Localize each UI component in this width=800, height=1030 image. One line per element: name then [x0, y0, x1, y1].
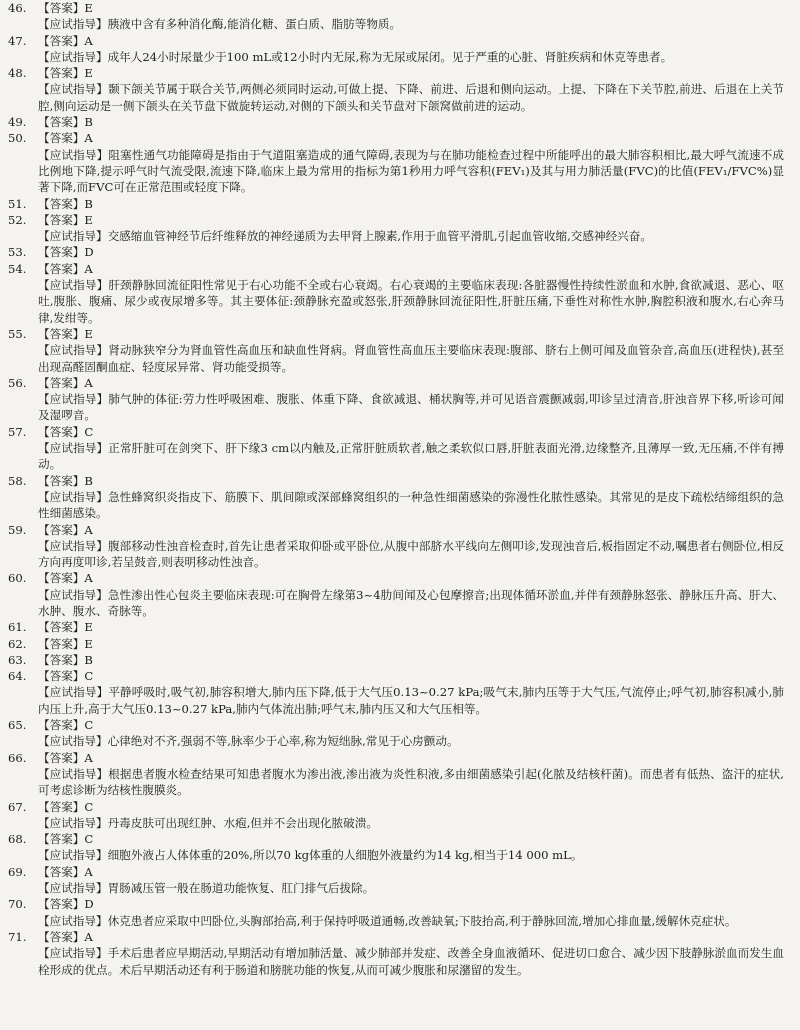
guide-label: 【应试指导】 — [38, 734, 108, 749]
answer-label: 【答案】 — [38, 864, 85, 879]
guide-label: 【应试指导】 — [38, 685, 109, 700]
guide-label: 【应试指导】 — [38, 392, 109, 407]
answer-item — [8, 375, 784, 424]
question-number: 70. — [8, 897, 27, 912]
answer-value: A — [84, 571, 93, 586]
answer-item — [8, 196, 784, 212]
answer-label: 【答案】 — [38, 66, 85, 81]
answer-value: E — [84, 212, 93, 227]
answer-label: 【答案】 — [38, 1, 85, 15]
answer-label: 【答案】 — [38, 636, 85, 651]
answer-label: 【答案】 — [38, 33, 85, 48]
guide-text: 成年人24小时尿量少于100 mL或12小时内无尿,称为无尿或尿闭。见于严重的心脏、肾脏疾病和休克等患者。 — [107, 49, 673, 64]
guide-text: 细胞外液占人体体重的20%,所以70 kg体重的人细胞外液量约为14 kg,相当于14 000 mL。 — [107, 848, 583, 863]
answer-item — [8, 929, 784, 978]
guide-label: 【应试指导】 — [38, 229, 108, 244]
guide-paragraph — [8, 228, 784, 244]
answer-line — [8, 929, 784, 945]
answer-label: 【答案】 — [38, 245, 85, 260]
answer-label: 【答案】 — [38, 131, 85, 146]
answer-item — [8, 717, 784, 750]
question-number: 57. — [8, 424, 27, 439]
guide-paragraph — [8, 538, 784, 571]
answer-line — [8, 65, 784, 81]
question-number: 62. — [8, 636, 27, 651]
answer-line — [8, 424, 784, 440]
answer-item — [8, 33, 784, 66]
guide-paragraph — [8, 391, 784, 424]
answer-item — [8, 668, 784, 717]
answer-item — [8, 261, 784, 326]
guide-text: 肺气肿的体征:劳力性呼吸困难、腹胀、体重下降、食欲减退、桶状胸等,并可见语音震颤减弱,叩诊呈过清音,肝浊音界下移,听诊可闻及湿啰音。 — [38, 392, 784, 423]
guide-label: 【应试指导】 — [38, 815, 108, 830]
answer-label: 【答案】 — [38, 375, 85, 390]
guide-paragraph — [8, 277, 784, 326]
guide-paragraph — [8, 587, 784, 620]
question-number: 49. — [8, 115, 27, 130]
question-number: 68. — [8, 832, 27, 847]
answer-line — [8, 896, 784, 912]
guide-label: 【应试指导】 — [38, 881, 108, 896]
question-number: 65. — [8, 718, 27, 733]
guide-text: 休克患者应采取中凹卧位,头胸部抬高,利于保持呼吸道通畅,改善缺氧;下肢抬高,利于静脉回流,增加心排血量,缓解休克症状。 — [107, 913, 737, 928]
answer-line — [8, 668, 784, 684]
question-number: 50. — [8, 131, 27, 146]
guide-label: 【应试指导】 — [38, 946, 108, 961]
guide-text: 根据患者腹水检查结果可知患者腹水为渗出液,渗出液为炎性积液,多由细菌感染引起(化脓及结核杆菌)。而患者有低热、盗汗的症状,可考虑诊断为结核性腹膜炎。 — [38, 766, 784, 798]
answer-line — [8, 196, 784, 212]
answer-label: 【答案】 — [38, 196, 85, 211]
guide-text: 胰液中含有多种消化酶,能消化糖、蛋白质、脂肪等物质。 — [107, 17, 402, 32]
answer-item — [8, 244, 784, 260]
guide-paragraph — [8, 733, 784, 749]
guide-text: 阻塞性通气功能障碍是指由于气道阻塞造成的通气障碍,表现为与在肺功能检查过程中所能呼出的最大肺容积相比,最大呼气流速不成比例地下降,提示呼气时气流受限,流速下降,临床上最为常用的指标为第1秒用力呼气容积(FEV₁)及其与用力肺活量(FVC)的比值(FEV₁/FVC%)显著下降,而FVC可在正常范围或轻度下降。 — [38, 147, 784, 195]
answer-label: 【答案】 — [38, 929, 85, 944]
guide-text: 丹毒皮肤可出现红肿、水疱,但并不会出现化脓破溃。 — [107, 815, 378, 830]
answer-label: 【答案】 — [38, 750, 85, 765]
guide-label: 【应试指导】 — [38, 49, 108, 64]
answer-item — [8, 114, 784, 130]
answer-line — [8, 636, 784, 652]
guide-text: 颞下颌关节属于联合关节,两侧必须同时运动,可做上提、下降、前进、后退和侧向运动。上提、下降在下关节腔,前进、后退在上关节腔,侧向运动是一侧下颌头在关节盘下做旋转运动,对侧的下颌头和关节盘对下颌窝做前进的运动。 — [38, 82, 784, 113]
answer-label: 【答案】 — [38, 832, 85, 847]
guide-paragraph — [8, 49, 784, 65]
guide-label: 【应试指导】 — [38, 913, 108, 928]
question-number: 56. — [8, 375, 27, 390]
guide-paragraph — [8, 440, 784, 473]
answer-item — [8, 65, 784, 114]
answer-item — [8, 0, 784, 33]
answer-value: A — [84, 33, 93, 48]
answer-item — [8, 473, 784, 522]
answer-line — [8, 114, 784, 130]
answer-item — [8, 522, 784, 571]
question-number: 64. — [8, 669, 27, 684]
question-number: 48. — [8, 66, 27, 81]
answer-value: B — [84, 652, 93, 667]
guide-label: 【应试指导】 — [38, 278, 109, 293]
question-number: 58. — [8, 473, 27, 488]
guide-label: 【应试指导】 — [38, 766, 109, 781]
answer-label: 【答案】 — [38, 424, 85, 439]
guide-paragraph — [8, 342, 784, 375]
guide-paragraph — [8, 847, 784, 863]
guide-text: 胃肠减压管一般在肠道功能恢复、肛门排气后拔除。 — [107, 881, 375, 896]
answer-item — [8, 831, 784, 864]
guide-label: 【应试指导】 — [38, 441, 109, 456]
guide-label: 【应试指导】 — [38, 848, 108, 863]
answer-value: E — [84, 66, 93, 81]
answer-item — [8, 896, 784, 929]
guide-text: 腹部移动性浊音检查时,首先让患者采取仰卧或平卧位,从腹中部脐水平线向左侧叩诊,发现浊音后,板指固定不动,嘱患者右侧卧位,相反方向再度叩诊,若呈鼓音,则表明移动性浊音。 — [38, 538, 784, 570]
question-number: 47. — [8, 33, 27, 48]
question-number: 71. — [8, 929, 27, 944]
guide-paragraph — [8, 766, 784, 799]
guide-label: 【应试指导】 — [38, 147, 109, 162]
answer-label: 【答案】 — [38, 718, 85, 733]
answer-item — [8, 619, 784, 635]
question-number: 51. — [8, 196, 27, 211]
question-number: 46. — [8, 1, 27, 15]
answer-line — [8, 326, 784, 342]
question-number: 60. — [8, 571, 27, 586]
answer-value: B — [84, 196, 93, 211]
answer-line — [8, 570, 784, 586]
answer-value: E — [84, 636, 93, 651]
question-number: 66. — [8, 750, 27, 765]
answer-line — [8, 244, 784, 260]
guide-text: 肝颈静脉回流征阳性常见于右心功能不全或右心衰竭。右心衰竭的主要临床表现:各脏器慢性持续性淤血和水肿,食欲减退、恶心、呕吐,腹胀、腹痛、尿少或夜尿增多等。其主要体征:颈静脉充盈或怒张,肝颈静脉回流征阳性,肝脏压痛,下垂性对称性水肿,胸腔积液和腹水,右心奔马律,发绀等。 — [38, 278, 784, 325]
answer-line — [8, 864, 784, 880]
question-number: 67. — [8, 799, 27, 814]
answer-label: 【答案】 — [38, 669, 85, 684]
answer-value: A — [84, 864, 93, 879]
question-number: 69. — [8, 864, 27, 879]
guide-label: 【应试指导】 — [38, 17, 108, 32]
question-number: 55. — [8, 326, 27, 341]
answer-value: A — [84, 375, 93, 390]
answer-line — [8, 473, 784, 489]
answer-item — [8, 799, 784, 832]
guide-text: 心律绝对不齐,强弱不等,脉率少于心率,称为短绌脉,常见于心房颤动。 — [107, 734, 459, 749]
answer-label: 【答案】 — [38, 620, 85, 635]
answer-item — [8, 750, 784, 799]
answer-line — [8, 522, 784, 538]
answer-line — [8, 261, 784, 277]
answer-value: E — [84, 1, 93, 15]
answer-line — [8, 0, 784, 16]
question-number: 52. — [8, 212, 27, 227]
answer-value: D — [84, 245, 94, 260]
answer-item — [8, 326, 784, 375]
answer-value: A — [84, 750, 93, 765]
answer-value: A — [84, 261, 93, 276]
answer-label: 【答案】 — [38, 212, 85, 227]
answer-line — [8, 750, 784, 766]
answer-item — [8, 864, 784, 897]
question-number: 61. — [8, 620, 27, 635]
answer-label: 【答案】 — [38, 326, 85, 341]
guide-paragraph — [8, 815, 784, 831]
guide-text: 急性渗出性心包炎主要临床表现:可在胸骨左缘第3~4肋间闻及心包摩擦音;出现体循环淤血,并伴有颈静脉怒张、静脉压升高、肝大、水肿、腹水、奇脉等。 — [38, 587, 784, 618]
guide-paragraph — [8, 684, 784, 717]
answer-label: 【答案】 — [38, 115, 85, 130]
answer-label: 【答案】 — [38, 571, 85, 586]
question-number: 53. — [8, 245, 27, 260]
answer-list — [8, 0, 784, 978]
answer-value: C — [84, 669, 94, 684]
answer-line — [8, 375, 784, 391]
answer-label: 【答案】 — [38, 652, 85, 667]
answer-value: A — [84, 131, 93, 146]
answer-value: B — [84, 115, 93, 130]
guide-paragraph — [8, 945, 784, 978]
guide-paragraph — [8, 81, 784, 114]
guide-label: 【应试指导】 — [38, 82, 108, 97]
answer-label: 【答案】 — [38, 897, 85, 912]
answer-value: D — [84, 897, 94, 912]
guide-label: 【应试指导】 — [38, 587, 108, 602]
answer-item — [8, 570, 784, 619]
answer-value: E — [84, 326, 93, 341]
answer-value: E — [84, 620, 93, 635]
guide-paragraph — [8, 913, 784, 929]
answer-value: C — [84, 718, 94, 733]
guide-text: 急性蜂窝织炎指皮下、筋膜下、肌间隙或深部蜂窝组织的一种急性细菌感染的弥漫性化脓性感染。其常见的是皮下疏松结缔组织的急性细菌感染。 — [38, 489, 784, 521]
answer-line — [8, 799, 784, 815]
answer-label: 【答案】 — [38, 261, 85, 276]
answer-item — [8, 424, 784, 473]
guide-paragraph — [8, 880, 784, 896]
guide-paragraph — [8, 16, 784, 32]
answer-item — [8, 212, 784, 245]
answer-value: C — [84, 424, 94, 439]
answer-value: A — [84, 929, 93, 944]
guide-text: 交感缩血管神经节后纤维释放的神经递质为去甲肾上腺素,作用于血管平滑肌,引起血管收缩,交感神经兴奋。 — [107, 229, 652, 244]
answer-label: 【答案】 — [38, 799, 85, 814]
guide-label: 【应试指导】 — [38, 489, 108, 504]
guide-label: 【应试指导】 — [38, 343, 109, 358]
answer-line — [8, 619, 784, 635]
answer-value: A — [84, 522, 93, 537]
guide-text: 手术后患者应早期活动,早期活动有增加肺活量、减少肺部并发症、改善全身血液循环、促进切口愈合、减少因下肢静脉淤血而发生血栓形成的优点。术后早期活动还有利于肠道和膀胱功能的恢复,从而可减少腹胀和尿潴留的发生。 — [38, 946, 784, 977]
answer-value: C — [84, 832, 94, 847]
question-number: 59. — [8, 522, 27, 537]
answer-item — [8, 130, 784, 195]
answer-value: C — [84, 799, 94, 814]
answer-line — [8, 212, 784, 228]
answer-item — [8, 636, 784, 652]
guide-text: 正常肝脏可在剑突下、肝下缘3 cm以内触及,正常肝脏质软者,触之柔软似口唇,肝脏表面光滑,边缘整齐,且薄厚一致,无压痛,不伴有搏动。 — [38, 441, 784, 472]
answer-label: 【答案】 — [38, 473, 85, 488]
guide-paragraph — [8, 489, 784, 522]
guide-text: 肾动脉狭窄分为肾血管性高血压和缺血性肾病。肾血管性高血压主要临床表现:腹部、脐右上侧可闻及血管杂音,高血压(进程快),甚至出现高醛固酮血症、轻度尿异常、肾功能受损等。 — [38, 343, 784, 374]
answer-line — [8, 33, 784, 49]
answer-item — [8, 652, 784, 668]
guide-label: 【应试指导】 — [38, 538, 109, 553]
question-number: 54. — [8, 261, 27, 276]
guide-text: 平静呼吸时,吸气初,肺容积增大,肺内压下降,低于大气压0.13~0.27 kPa;吸气末,肺内压等于大气压,气流停止;呼气初,肺容积减小,肺内压上升,高于大气压0.13~0.27 kPa,肺内气体流出肺;呼气末,肺内压又和大气压相等。 — [38, 685, 784, 716]
answer-line — [8, 717, 784, 733]
answer-line — [8, 831, 784, 847]
question-number: 63. — [8, 652, 27, 667]
answer-line — [8, 652, 784, 668]
answer-line — [8, 130, 784, 146]
guide-paragraph — [8, 147, 784, 196]
answer-value: B — [84, 473, 93, 488]
answer-label: 【答案】 — [38, 522, 85, 537]
